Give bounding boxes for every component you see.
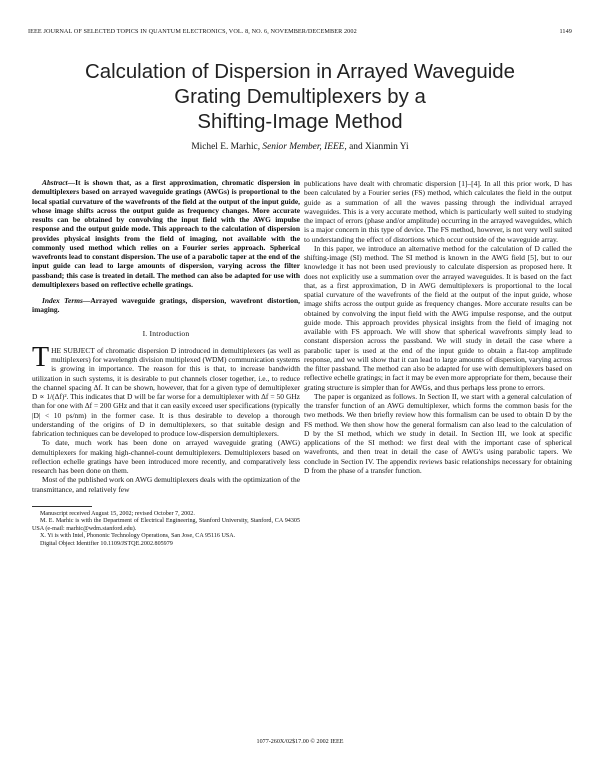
right-paragraph-2: In this paper, we introduce an alternative method for the calculation of D called the shifting-image (SI) method. The SI method is known in the AWG field [5], but to our knowledge it has not been used previously to calculate dispersion as proposed here. It does not explicitly use a summation over the arrayed waveguides. It is based on the fact that, as a first approximation, D in AWG demultiplexers is proportional to the local spatial curvature of the wavefronts of the field at the output of the input guide, whose image shifts across the output guide as frequency changes. More accurate results can be obtained by convolving the input field with the AWG impulse response, and the output guide mode. This approach provides physical insights from the field of imaging not available with FS approach. We will show that spherical wavefronts simply lead to constant dispersion across the passband. We will study in detail the case where a parabolic taper is used at the end of the input guide to obtain a flat-top amplitude response, and we will show that it can lead to large amounts of dispersion, varying across the filter passband. The method can also be adapted for use with demultiplexers based on reflective echelle gratings; in fact it may be even more appropriate for them, because their grating structure is simpler than for AWGs, and thus perhaps less prone to errors. xyxy=(304,243,572,392)
footnote-2: M. E. Marhic is with the Department of Electrical Engineering, Stanford University, Stanford, CA 94305 USA (e-mail: marhic@wdm.stanford.edu). xyxy=(32,518,300,532)
paper-title xyxy=(0,60,600,135)
footnote-3: X. Yi is with Intel, Phononic Technology Operations, San Jose, CA 95116 USA. xyxy=(40,533,236,540)
page-number: 1149 xyxy=(559,28,572,35)
left-column xyxy=(32,178,300,548)
right-paragraph-1: publications have dealt with chromatic dispersion [1]–[4]. In all this prior work, D has been calculated by a Fourier series (FS) method, which calculates the field in the output guide as a summation of all the waves passing through the individual arrayed waveguides. This is a very accurate method, which is particularly well suited to studying the impact of errors (phase and/or amplitude) occurring in the arrayed waveguides, which is a major concern in this type of device. The FS method, however, is not very well suited to understanding the effect of distortions which occur outside of the waveguide array. xyxy=(304,179,572,244)
title-line-1: Calculation of Dispersion in Arrayed Waveguide xyxy=(85,61,515,83)
abstract-text: —It is shown that, as a first approximation, chromatic dispersion in demultiplexers based on arrayed waveguide gratings (AWGs) is proportional to the local spatial curvature of the wavefronts of the field at the output of the input guide, whose image shifts across the output guide as frequency changes. More accurate results can be obtained by convolving the input field with the AWG impulse response and the output guide mode. This approach to the calculation of dispersion provides physical insights from the field of imaging, not available with the commonly used method which relies on a Fourier series approach. Spherical wavefronts lead to constant dispersion. The use of a parabolic taper at the end of the input guide can lead to large amounts of dispersion, varying across the filter passband; this case is treated in detail. The method can also be adapted for use with demultiplexers based on reflective echelle gratings. xyxy=(32,178,300,289)
index-terms-lead: Index Terms xyxy=(42,296,83,305)
intro-paragraph-1-text: HE SUBJECT of chromatic dispersion D introduced in demultiplexers (as well as multiplexers) for wavelength division multiplexed (WDM) communication systems is growing in importance. The reason for this is that, to increase bandwidth utilization in such systems, it is desirable to put channels closer together, i.e., to reduce the channel spacing Δf. It can be shown, however, that for a given type of demultiplexer D ∝ 1/(Δf)². This indicates that D will be far worse for a demultiplexer with Δf = 50 GHz than for one with Δf = 200 GHz and that it can easily exceed user specifications (typically |D| < 10 ps/nm) in the former case. It is thus desirable to develop a thorough understanding of the origins of D in demultiplexers, so that suitable design and fabrication techniques can be developed to produce low-dispersion demultiplexers. xyxy=(32,345,301,438)
title-line-2: Grating Demultiplexers by a xyxy=(174,86,426,108)
footnote-4: Digital Object Identifier 10.1109/JSTQE.2002.805979 xyxy=(40,540,173,547)
footnote-rule xyxy=(32,506,92,507)
intro-paragraph-3: Most of the published work on AWG demultiplexers deals with the optimization of the transmittance, and relatively few xyxy=(32,475,300,494)
intro-paragraph-1 xyxy=(32,341,301,439)
intro-paragraph-2: To date, much work has been done on arrayed waveguide grating (AWG) demultiplexers for making high-channel-count demultiplexers. Demultiplexers based on reflection echelle gratings have been introduced more recently, and comparatively less research has been done on them. xyxy=(32,438,300,475)
section-heading-introduction: I. Introduction xyxy=(142,328,190,338)
index-terms-text: —Arrayed waveguide gratings, dispersion, wavefront distortion, imaging. xyxy=(32,296,300,315)
abstract-lead: Abstract xyxy=(42,178,68,187)
abstract xyxy=(32,178,300,289)
copyright-line: 1077-260X/02$17.00 © 2002 IEEE xyxy=(256,739,344,745)
author-1: Michel E. Marhic, xyxy=(191,142,261,152)
drop-cap: T xyxy=(32,341,50,373)
footnotes xyxy=(32,511,300,549)
title-line-3: Shifting-Image Method xyxy=(197,111,403,133)
right-column xyxy=(304,179,572,475)
author-2: and Xianmin Yi xyxy=(349,142,409,152)
journal-header: IEEE JOURNAL OF SELECTED TOPICS IN QUANTUM ELECTRONICS, VOL. 8, NO. 6, NOVEMBER/DECEMBER 2002 xyxy=(28,28,357,35)
running-head xyxy=(28,28,572,35)
index-terms xyxy=(32,296,300,315)
right-paragraph-3: The paper is organized as follows. In Section II, we start with a general calculation of the transfer function of an AWG demultiplexer, which forms the common basis for the two methods. We then briefly review how this formalism can be used to obtain D by the FS method. We then show how the general formalism can also lead to the calculation of D by the SI method, which we study in detail. In Section III, we look at specific applications of the SI method: we first deal with the important case of spherical wavefronts, and then treat in detail the case of AWG's using parabolic tapers. We conclude in Section IV. The appendix reviews basic relationships necessary for obtaining D from the phase of a transfer function. xyxy=(304,391,572,475)
author-line xyxy=(0,142,600,152)
footnote-1: Manuscript received August 15, 2002; revised October 7, 2002. xyxy=(40,510,195,517)
author-1-title: Senior Member, IEEE, xyxy=(262,142,347,152)
